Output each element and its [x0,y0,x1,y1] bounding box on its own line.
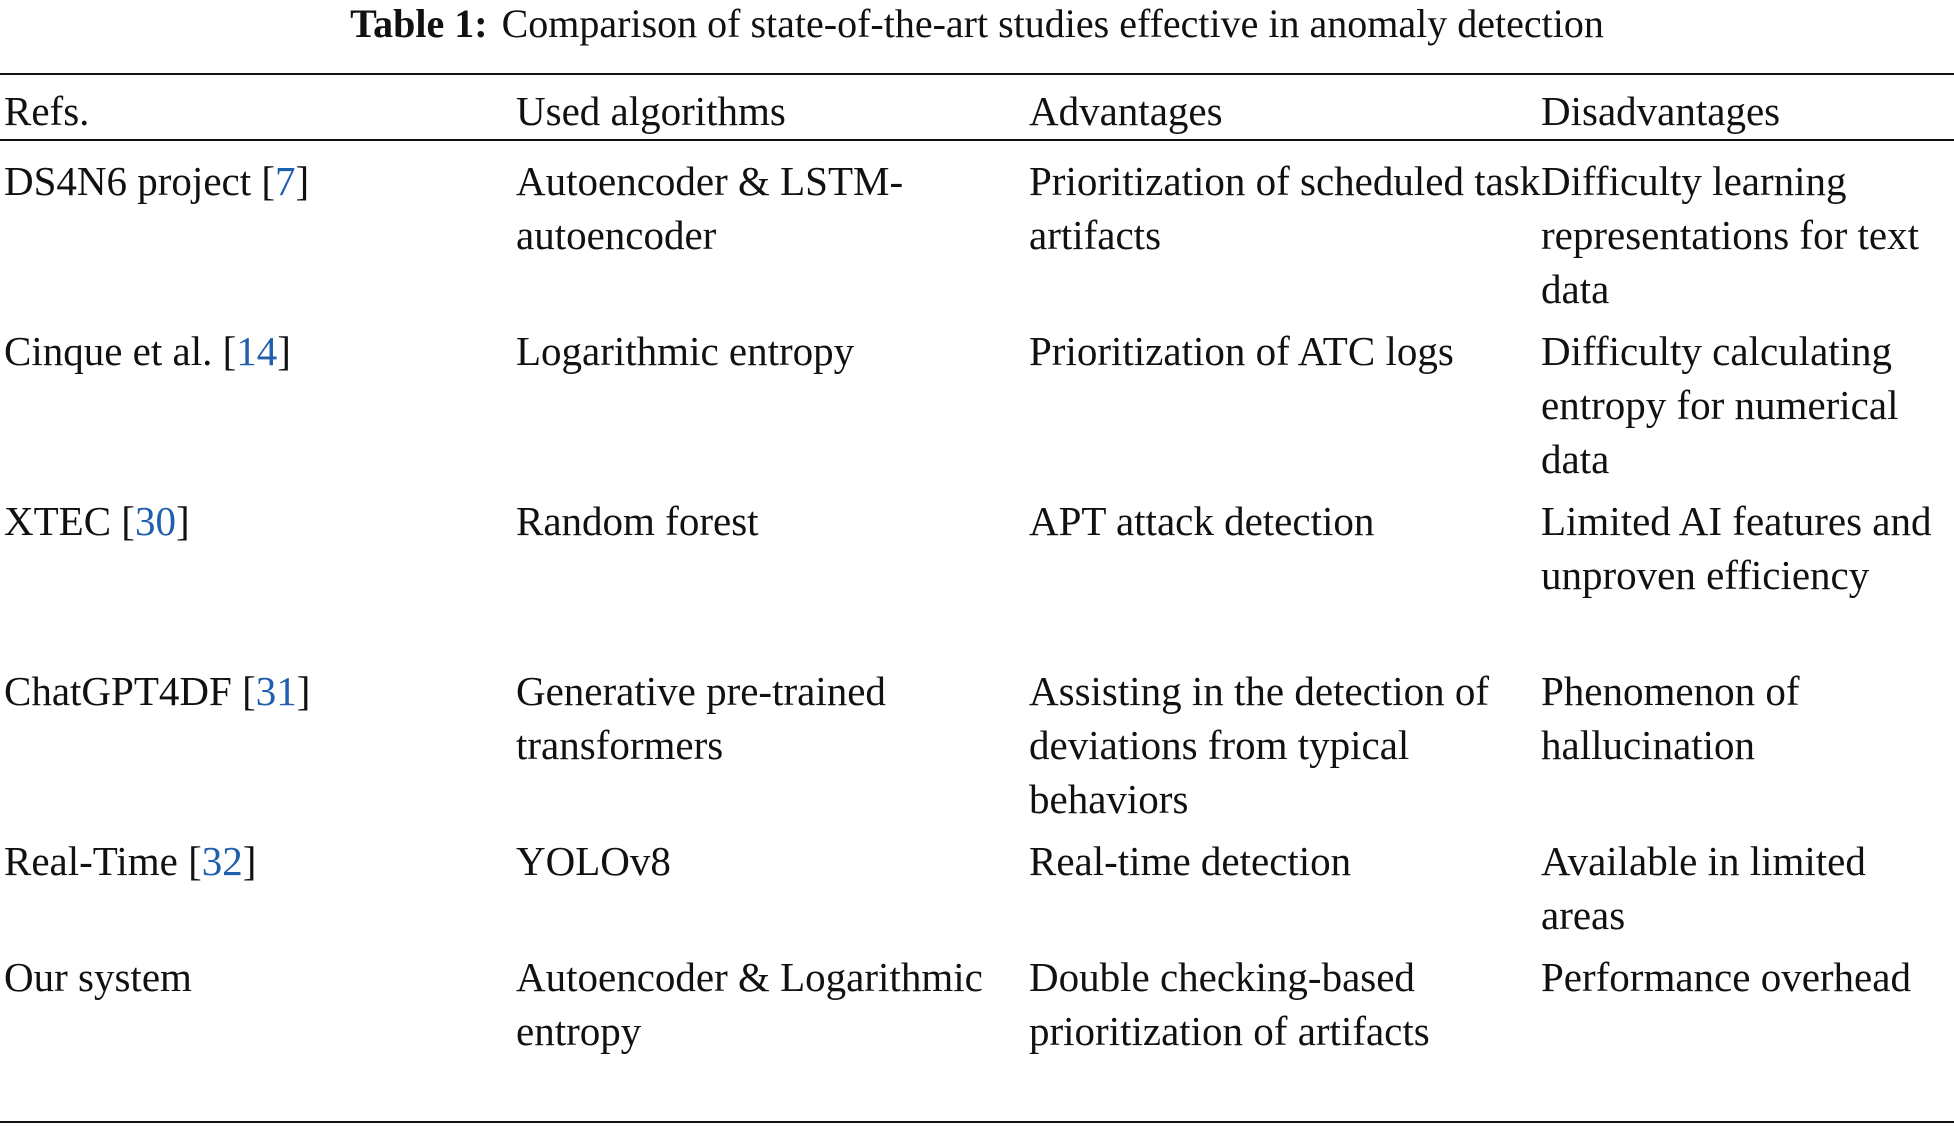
cell-advantages: Prioritization of ATC logs [1029,328,1454,374]
cell-algorithms: Autoencoder & LSTM-autoencoder [516,158,904,258]
ref-name: XTEC [4,498,112,544]
table-caption-label: Table 1: [350,1,488,46]
table-row [4,148,1954,318]
citation-link[interactable]: 30 [134,498,176,544]
ref-name: Real-Time [4,838,178,884]
table-row [4,658,1954,828]
ref-name: Cinque et al. [4,328,213,374]
cell-advantages: APT attack detection [1029,498,1375,544]
table-row [4,828,1954,944]
cell-disadvantages: Performance overhead [1541,954,1911,1000]
citation-link[interactable]: 7 [275,158,296,204]
citation-link[interactable]: 14 [236,328,278,374]
cell-advantages: Real-time detection [1029,838,1352,884]
header-used-algorithms: Used algorithms [516,88,786,134]
comparison-table [4,75,1954,1112]
header-advantages: Advantages [1029,88,1223,134]
citation-link[interactable]: 31 [255,668,297,714]
cell-refs: DS4N6 project [7] [4,158,310,204]
cell-disadvantages: Difficulty calculating entropy for numerical data [1541,328,1899,482]
cell-refs: Cinque et al. [14] [4,328,291,374]
table-row [4,944,1954,1112]
cell-refs: XTEC [30] [4,498,190,544]
table-body [4,148,1954,1112]
cell-advantages: Prioritization of scheduled task artifacts [1029,158,1541,258]
cell-advantages: Assisting in the detection of deviations from typical behaviors [1029,668,1490,822]
cell-algorithms: Autoencoder & Logarithmic entropy [516,954,983,1054]
cell-disadvantages: Phenomenon of hallucination [1541,668,1800,768]
table-row [4,318,1954,488]
ref-name: DS4N6 project [4,158,252,204]
cell-disadvantages: Limited AI features and unproven efficiency [1541,498,1932,598]
cell-refs [4,944,516,1112]
table-caption-text: Comparison of state-of-the-art studies effective in anomaly detection [501,1,1604,46]
table-caption [0,0,1954,52]
table-header [4,75,1954,148]
header-disadvantages: Disadvantages [1541,88,1781,134]
header-refs: Refs. [4,88,90,134]
cell-algorithms: Random forest [516,498,759,544]
citation-link[interactable]: 32 [201,838,243,884]
cell-disadvantages: Difficulty learning representations for text data [1541,158,1919,312]
cell-algorithms: Generative pre-trained transformers [516,668,886,768]
cell-disadvantages: Available in limited areas [1541,838,1866,938]
cell-refs: ChatGPT4DF [31] [4,668,311,714]
ref-name: Our system [4,954,192,1000]
ref-name: ChatGPT4DF [4,668,232,714]
table-row [4,488,1954,658]
bottom-rule [0,1121,1954,1123]
cell-algorithms: Logarithmic entropy [516,328,855,374]
cell-algorithms: YOLOv8 [516,838,671,884]
cell-advantages: Double checking-based prioritization of artifacts [1029,954,1430,1054]
cell-refs: Real-Time [32] [4,838,257,884]
header-row [4,75,1954,148]
